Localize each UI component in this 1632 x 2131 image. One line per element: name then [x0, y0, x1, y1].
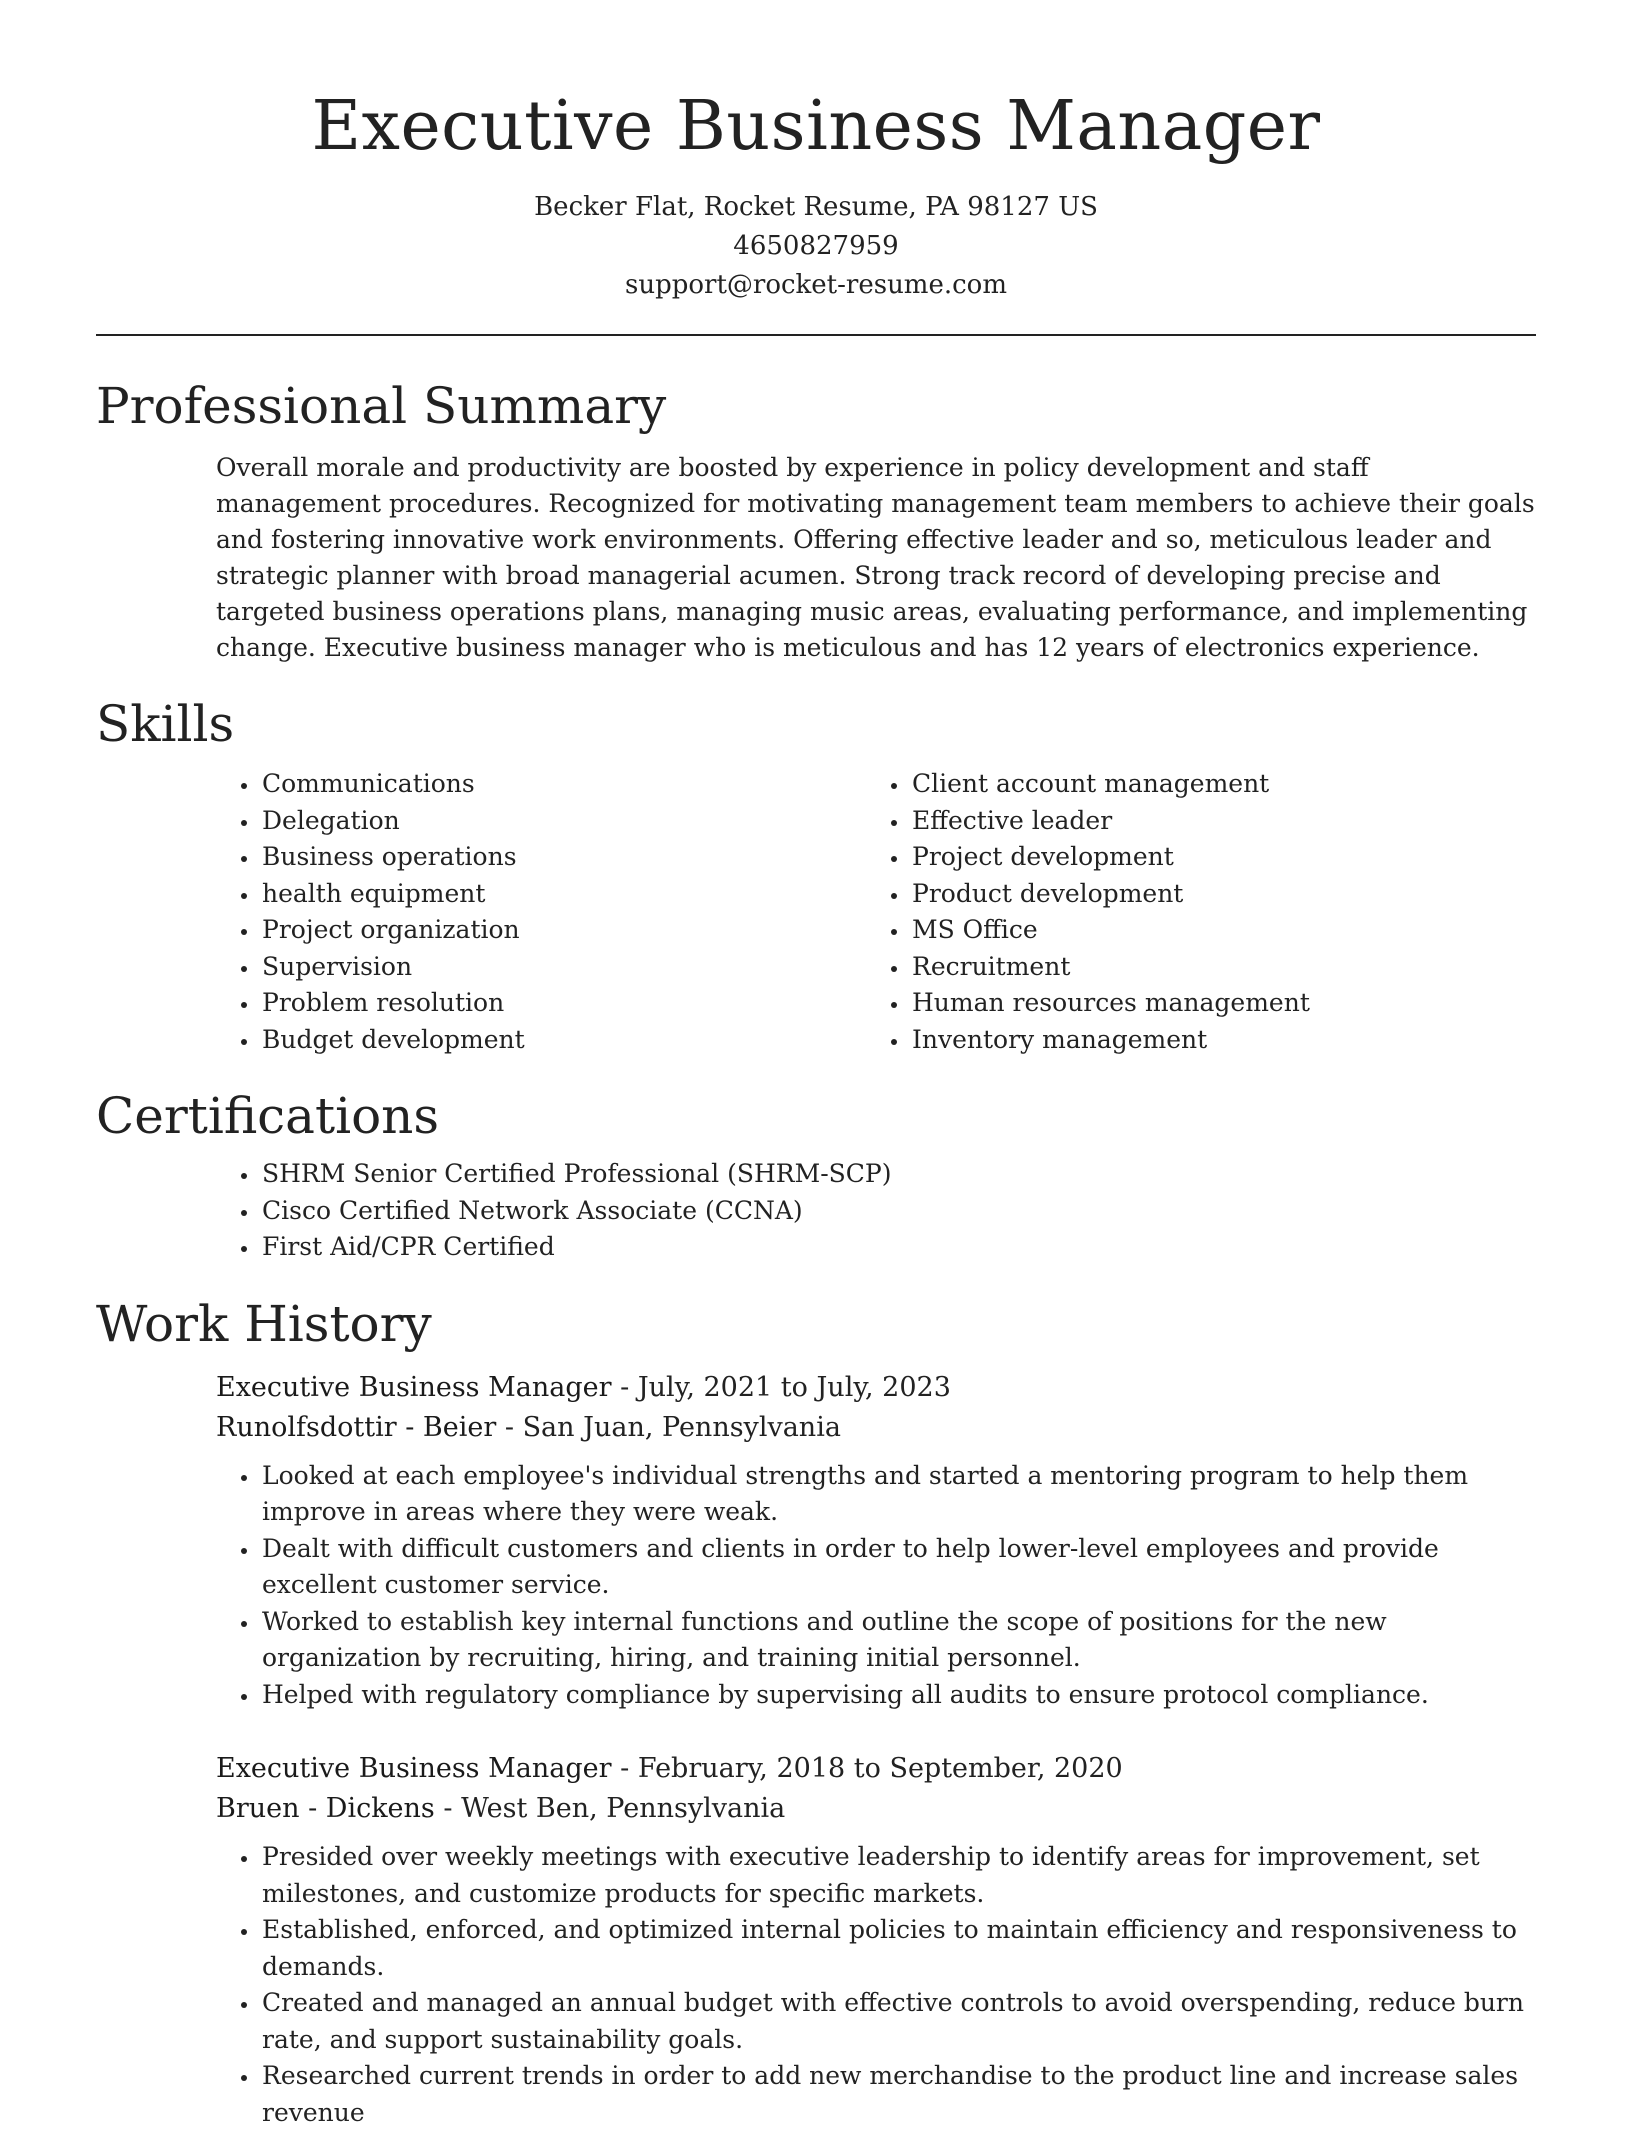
summary-heading: Professional Summary	[96, 377, 667, 435]
job-bullet: • Looked at each employee's individual strengths and started a mentoring program to help them improve in areas where they were weak.	[260, 1458, 1536, 1531]
job-title: Executive Business Manager	[216, 1371, 612, 1403]
contact-address: Becker Flat, Rocket Resume, PA 98127 US	[534, 192, 1098, 222]
certification-item: • SHRM Senior Certified Professional (SHRM-SCP)	[260, 1156, 1536, 1193]
contact-email: support@rocket-resume.com	[624, 270, 1007, 300]
skills-heading: Skills	[96, 695, 235, 753]
job-bullet: • Helped with regulatory compliance by supervising all audits to ensure protocol compliance.	[260, 1677, 1536, 1714]
job-title: Executive Business Manager	[216, 1753, 612, 1784]
skill-item: • health equipment	[260, 876, 740, 913]
skill-item: • Communications	[260, 766, 740, 803]
job-title-line: Executive Business Manager - February, 2018 to September, 2020	[216, 1753, 1123, 1784]
work-history-heading: Work History	[96, 1294, 432, 1353]
resume-header	[96, 0, 1536, 305]
skill-item: • Delegation	[260, 803, 740, 840]
job-company: Runolfsdottir - Beier	[216, 1411, 497, 1443]
job-bullet: • Presided over weekly meetings with executive leadership to identify areas for improvement, set milestones, and customize products for specific markets.	[260, 1839, 1536, 1912]
resume-page	[96, 0, 1536, 2131]
skill-item: • Inventory management	[910, 1022, 1310, 1059]
job-company: Bruen - Dickens	[216, 1793, 435, 1824]
contact-phone: 4650827959	[733, 231, 899, 261]
job-dates: July, 2021 to July, 2023	[637, 1371, 951, 1403]
job-entry	[216, 1368, 1536, 1714]
skills-column-right	[910, 766, 1310, 1058]
skills-list	[96, 766, 1536, 1058]
skills-column-left	[96, 766, 740, 1058]
certifications-list	[96, 1156, 1536, 1266]
certifications-heading: Certifications	[96, 1087, 440, 1145]
job-title-line: Executive Business Manager - July, 2021 to July, 2023	[216, 1371, 951, 1403]
job-bullets	[216, 1839, 1536, 2131]
skill-item: • MS Office	[910, 912, 1310, 949]
certification-item: • Cisco Certified Network Associate (CCNA)	[260, 1193, 1536, 1230]
skill-item: • Budget development	[260, 1022, 740, 1059]
skill-item: • Effective leader	[910, 803, 1310, 840]
job-dates: February, 2018 to September, 2020	[637, 1753, 1123, 1784]
job-location: West Ben, Pennsylvania	[461, 1793, 786, 1824]
certification-item: • First Aid/CPR Certified	[260, 1229, 1536, 1266]
skill-item: • Project organization	[260, 912, 740, 949]
skill-item: • Client account management	[910, 766, 1310, 803]
job-location: San Juan, Pennsylvania	[522, 1411, 841, 1443]
contact-block	[96, 188, 1536, 305]
candidate-name: Executive Business Manager	[311, 87, 1321, 166]
summary-text: Overall morale and productivity are boosted by experience in policy development and staff management procedures. Recognized for motivating management team members to achieve their goals and fostering innovative work environments. Offering effective leader and so, meticulous leader and strategic planner with broad managerial acumen. Strong track record of developing precise and targeted business operations plans, managing music areas, evaluating performance, and implementing change. Executive business manager who is meticulous and has 12 years of electronics experience.	[216, 453, 1535, 662]
skill-item: • Supervision	[260, 949, 740, 986]
job-entry	[216, 1749, 1536, 2131]
skill-item: • Human resources management	[910, 985, 1310, 1022]
job-company-line: Bruen - Dickens - West Ben, Pennsylvania	[216, 1793, 786, 1824]
skill-item: • Recruitment	[910, 949, 1310, 986]
skill-item: • Project development	[910, 839, 1310, 876]
job-bullet: • Dealt with difficult customers and clients in order to help lower-level employees and provide excellent customer service.	[260, 1531, 1536, 1604]
job-bullet: • Created and managed an annual budget with effective controls to avoid overspending, reduce burn rate, and support sustainability goals.	[260, 1985, 1536, 2058]
job-bullet: • Worked to establish key internal functions and outline the scope of positions for the new organization by recruiting, hiring, and training initial personnel.	[260, 1604, 1536, 1677]
job-bullet: • Researched current trends in order to add new merchandise to the product line and increase sales revenue	[260, 2058, 1536, 2131]
job-bullet: • Established, enforced, and optimized internal policies to maintain efficiency and responsiveness to demands.	[260, 1912, 1536, 1985]
skill-item: • Problem resolution	[260, 985, 740, 1022]
skill-item: • Product development	[910, 876, 1310, 913]
header-divider	[96, 334, 1536, 336]
job-company-line: Runolfsdottir - Beier - San Juan, Pennsylvania	[216, 1411, 841, 1443]
job-bullets	[216, 1458, 1536, 1714]
skill-item: • Business operations	[260, 839, 740, 876]
